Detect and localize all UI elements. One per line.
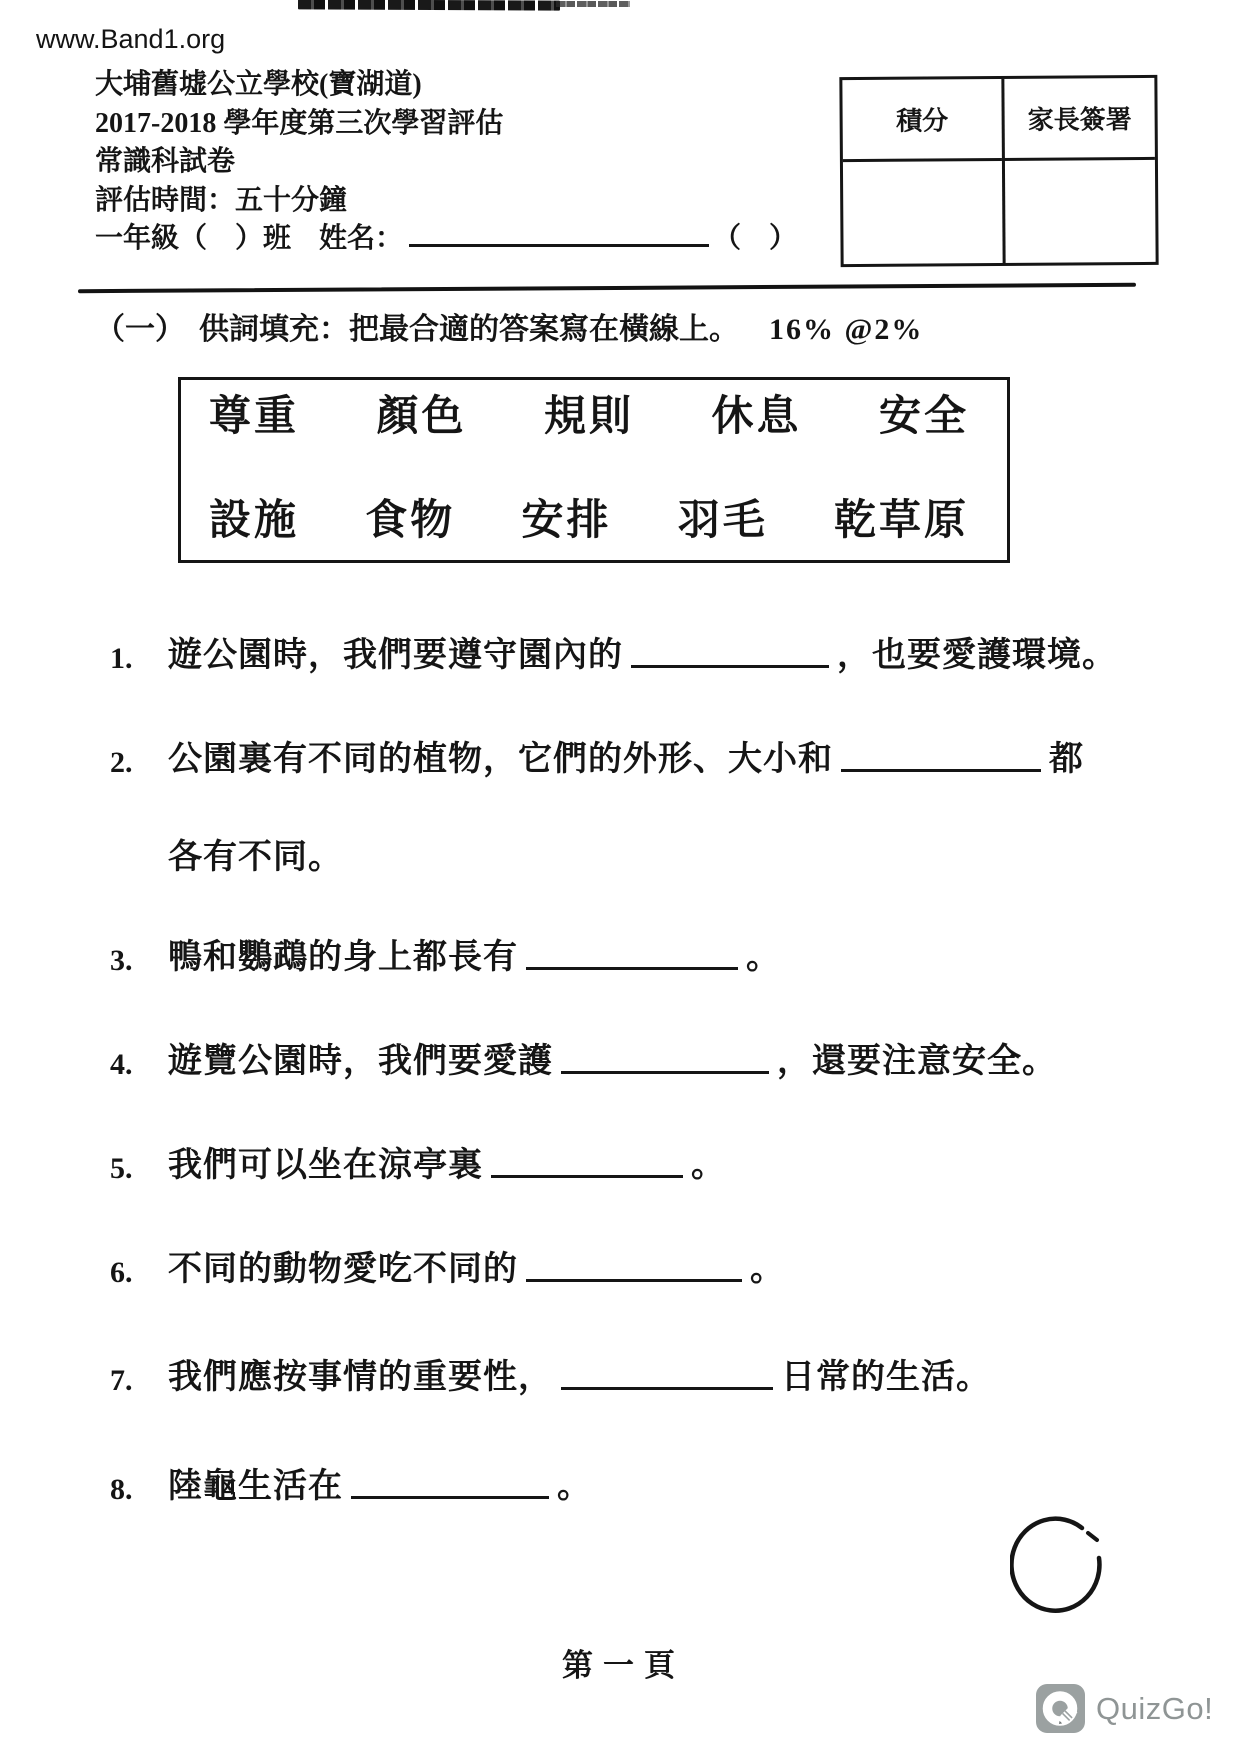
answer-blank [351,1469,549,1499]
answer-blank [526,1252,742,1282]
question-number: 1. [110,642,133,675]
section-heading [95,304,923,348]
question-text-tail: 都 [1049,741,1084,778]
answer-blank [631,638,829,668]
question-2-line2: 各有不同。 [168,839,343,876]
question-text-tail: ，也要愛護環境。 [837,637,1117,674]
question-text-pre: 公園裏有不同的植物，它們的外形、大小和 [168,741,833,778]
score-header-cell: 積分 [896,106,949,136]
quizgo-logo-icon [1036,1684,1085,1733]
section-label: （一） [95,313,185,346]
section-marks: 16% @2% [769,313,924,346]
name-blank-line [409,221,709,247]
question-2 [0,738,1240,782]
word-bank-word: 規則 [543,394,634,440]
question-number: 6. [110,1256,133,1289]
question-number: 8. [110,1473,133,1506]
question-5 [0,1144,1240,1188]
question-number: 7. [110,1364,133,1397]
scan-bleed-artifact-small [556,1,630,7]
question-text-pre: 遊公園時，我們要遵守園內的 [168,637,623,674]
question-text-tail: ，還要注意安全。 [777,1043,1057,1080]
question-text-tail: 。 [691,1147,726,1184]
question-6 [0,1248,1240,1292]
word-bank-word: 顏色 [376,394,467,440]
answer-blank [491,1148,683,1178]
site-watermark: www.Band1.org [36,24,226,54]
answer-blank [526,940,738,970]
question-text-tail: 。 [557,1468,592,1505]
word-bank-word: 食物 [365,498,456,544]
question-text-pre: 遊覽公園時，我們要愛護 [168,1043,553,1080]
word-bank-word: 羽毛 [677,498,768,544]
question-text-pre: 不同的動物愛吃不同的 [168,1251,518,1288]
word-bank-row-2 [209,500,969,542]
question-number: 4. [110,1048,133,1081]
score-value-cell [843,158,1003,264]
brand-footer [1036,1684,1213,1733]
parent-signature-value-cell [1002,157,1156,263]
section-instruction: 供詞填充：把最合適的答案寫在橫線上。 [199,313,739,346]
word-bank-word: 設施 [209,498,300,544]
question-number: 5. [110,1152,133,1185]
scan-bleed-artifact [298,0,560,11]
class-name-line [95,220,797,259]
question-text-pre: 我們可以坐在涼亭裏 [168,1147,483,1184]
answer-blank [561,1360,773,1390]
exam-header [95,66,797,259]
class-name-suffix: （ ） [713,223,798,254]
answer-blank [841,742,1041,772]
word-bank-word: 安全 [878,394,969,440]
handwritten-circle-icon [1010,1516,1110,1616]
question-3 [0,936,1240,980]
page-number: 第一頁 [562,1648,685,1683]
class-name-prefix: 一年級（ ）班 姓名： [95,223,404,254]
score-signature-table [839,75,1158,267]
question-text-tail: 。 [746,939,781,976]
exam-year-line: 2017-2018 學年度第三次學習評估 [95,107,504,139]
header-divider-rule [78,283,1136,293]
word-bank-word: 安排 [521,498,612,544]
word-bank-row-1 [209,396,969,438]
question-text-pre: 我們應按事情的重要性， [168,1359,553,1396]
exam-duration: 評估時間：五十分鐘 [95,184,348,216]
question-text-tail: 日常的生活。 [781,1359,991,1396]
question-text-pre: 陸龜生活在 [168,1468,343,1505]
word-bank-box [178,377,1010,563]
question-1 [0,634,1240,678]
question-number: 2. [110,746,133,779]
answer-blank [561,1044,769,1074]
question-number: 3. [110,944,133,977]
word-bank-word: 尊重 [209,394,300,440]
question-4 [0,1040,1240,1084]
question-8 [0,1465,1240,1509]
question-text-tail: 。 [750,1251,785,1288]
word-bank-word: 乾草原 [833,498,969,544]
exam-paper-title: 常識科試卷 [95,146,236,177]
parent-signature-header-cell: 家長簽署 [1001,78,1155,158]
school-name: 大埔舊墟公立學校(寶湖道) [95,69,422,100]
question-7 [0,1356,1240,1400]
question-text-pre: 鴨和鸚鵡的身上都長有 [168,939,518,976]
brand-name: QuizGo! [1096,1690,1214,1726]
word-bank-word: 休息 [711,394,802,440]
